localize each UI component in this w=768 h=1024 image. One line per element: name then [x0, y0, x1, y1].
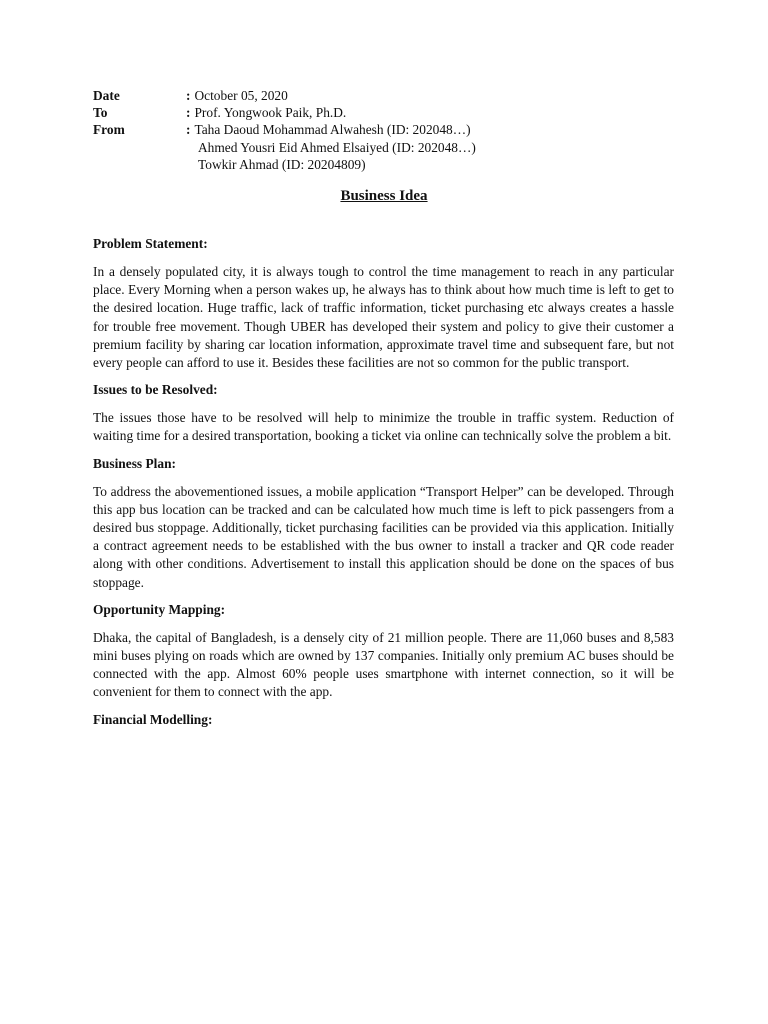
memo-from-value-2: Ahmed Yousri Eid Ahmed Elsaiyed (ID: 202048…) [198, 139, 476, 155]
memo-date-label: Date [93, 88, 120, 103]
memo-from-value-3: Towkir Ahmad (ID: 20204809) [198, 156, 366, 172]
memo-header [93, 87, 476, 173]
memo-from-label: From [93, 122, 125, 138]
business-plan-text: To address the abovementioned issues, a mobile application “Transport Helper” can be developed. Through this app bus location can be tracked and can be calculated how much time is left to pick passengers from a desired bus stoppage. Additionally, ticket purchasing facilities can be provided via this application. Initially a contract agreement needs to be established with the bus owner to install a tracker and QR code reader along with other conditions. Advertisement to install this application should be done on the spaces of bus stoppage. [93, 483, 674, 590]
issues-heading: Issues to be Resolved: [93, 382, 218, 398]
document-body [93, 235, 674, 739]
problem-statement-heading: Problem Statement: [93, 236, 208, 251]
opportunity-mapping-heading: Opportunity Mapping: [93, 601, 226, 617]
business-plan-heading: Business Plan: [93, 455, 176, 471]
memo-from-value: Taha Daoud Mohammad Alwahesh (ID: 202048…) [194, 122, 471, 138]
memo-to-row [93, 104, 476, 121]
memo-date-row [93, 87, 476, 104]
memo-colon: : [186, 88, 191, 103]
memo-colon: : [186, 122, 191, 138]
financial-modelling-heading: Financial Modelling: [93, 711, 213, 727]
memo-date-value: October 05, 2020 [194, 88, 288, 103]
issues-text: The issues those have to be resolved will help to minimize the trouble in traffic system. Reduction of waiting time for a desired transportation, booking a ticket via online can technically solve the problem a bit. [93, 410, 674, 444]
opportunity-mapping-text: Dhaka, the capital of Bangladesh, is a densely city of 21 million people. There are 11,060 buses and 8,583 mini buses plying on roads which are owned by 137 companies. Initially only premium AC buses should be connected with the app. Almost 60% people uses smartphone with internet connection, so it will be convenient for them to connect with the app. [93, 629, 674, 700]
memo-colon: : [186, 105, 191, 121]
problem-statement-text: In a densely populated city, it is always tough to control the time management to reach in any particular place. Every Morning when a person wakes up, he always has to think about how much time is left to get to the desired location. Huge traffic, lack of traffic information, ticket purchasing etc always creates a hassle for trouble free movement. Though UBER has developed their system and policy to give their customer a premium facility by sharing car location information, approximate travel time and subsequent fare, but not every people can afford to use it. Besides these facilities are not so common for the public transport. [93, 264, 674, 371]
memo-from-row [93, 121, 476, 138]
memo-to-label: To [93, 105, 108, 121]
memo-to-value: Prof. Yongwook Paik, Ph.D. [194, 105, 347, 121]
document-title: Business Idea [340, 188, 428, 204]
